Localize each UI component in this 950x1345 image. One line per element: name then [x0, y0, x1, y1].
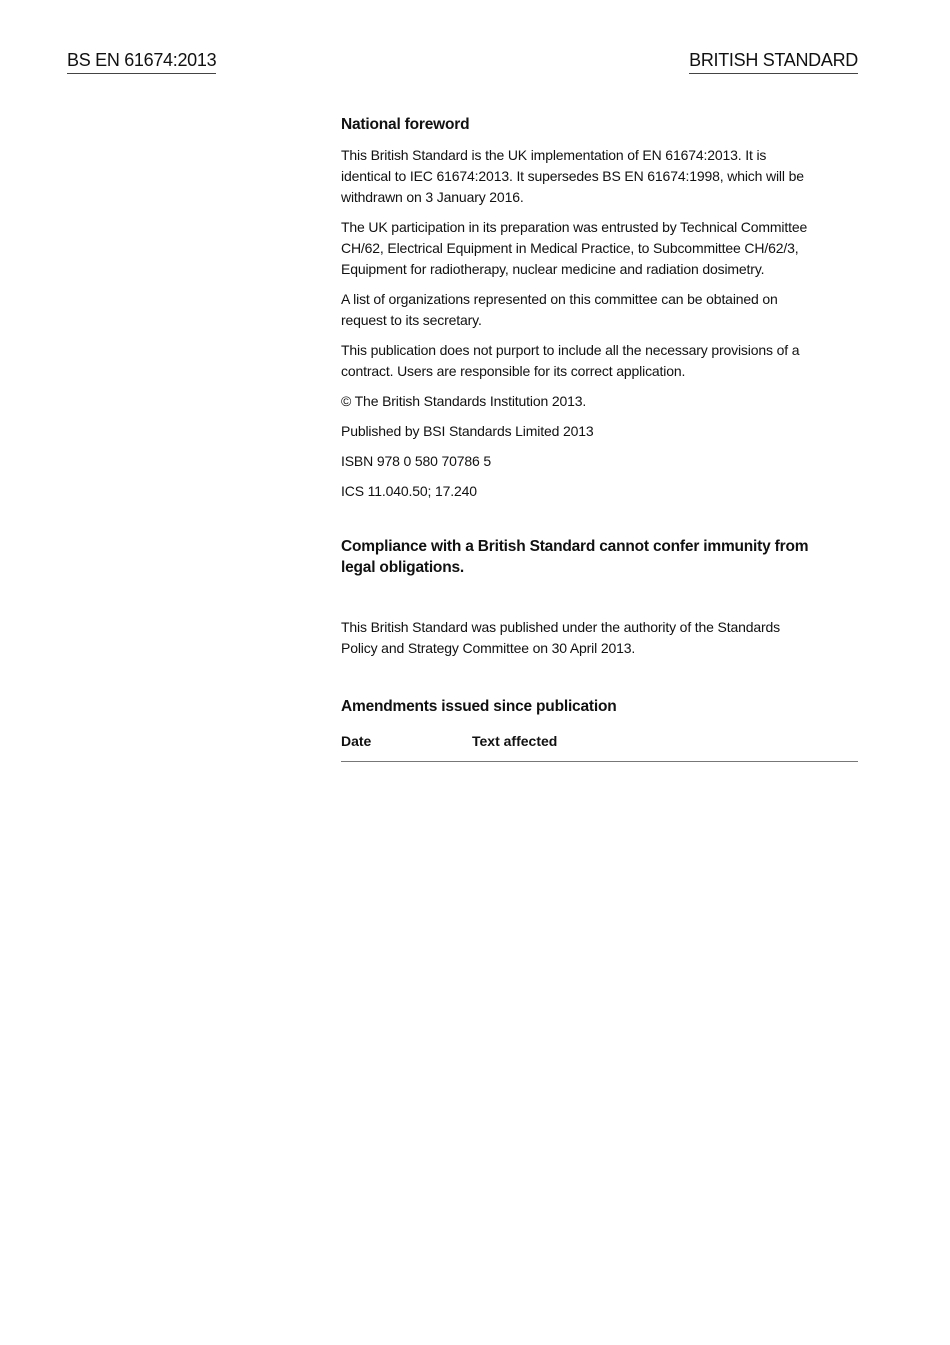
paragraph-line: © The British Standards Institution 2013. [341, 393, 587, 409]
paragraph-line: Published by BSI Standards Limited 2013 [341, 423, 594, 439]
foreword-paragraph [341, 451, 861, 472]
compliance-line: Compliance with a British Standard cannot confer immunity from [341, 538, 809, 555]
document-code: BS EN 61674:2013 [67, 49, 216, 74]
foreword-paragraph [341, 145, 861, 208]
paragraph-line: contract. Users are responsible for its correct application. [341, 363, 686, 379]
standard-label: BRITISH STANDARD [689, 49, 858, 74]
amendments-table-header [341, 731, 858, 762]
paragraph-line: request to its secretary. [341, 312, 482, 328]
foreword-paragraph [341, 217, 861, 280]
paragraph-line: identical to IEC 61674:2013. It supersedes BS EN 61674:1998, which will be [341, 168, 804, 184]
paragraph-line: ICS 11.040.50; 17.240 [341, 483, 477, 499]
paragraph-line: Equipment for radiotherapy, nuclear medicine and radiation dosimetry. [341, 261, 765, 277]
column-date: Date [341, 733, 372, 749]
compliance-notice [341, 536, 861, 578]
foreword-paragraph [341, 340, 861, 382]
paragraph-line: This publication does not purport to include all the necessary provisions of a [341, 342, 800, 358]
compliance-line: legal obligations. [341, 559, 464, 576]
foreword-paragraph [341, 421, 861, 442]
paragraph-line: withdrawn on 3 January 2016. [341, 189, 524, 205]
authority-line: This British Standard was published under the authority of the Standards [341, 619, 781, 635]
paragraph-line: This British Standard is the UK implementation of EN 61674:2013. It is [341, 147, 767, 163]
column-text-affected: Text affected [472, 733, 558, 749]
amendments-title: Amendments issued since publication [341, 698, 617, 715]
paragraph-line: The UK participation in its preparation was entrusted by Technical Committee [341, 219, 808, 235]
paragraph-line: CH/62, Electrical Equipment in Medical Practice, to Subcommittee CH/62/3, [341, 240, 799, 256]
foreword-title: National foreword [341, 116, 470, 133]
paragraph-line: A list of organizations represented on this committee can be obtained on [341, 291, 778, 307]
paragraph-line: ISBN 978 0 580 70786 5 [341, 453, 492, 469]
authority-statement [341, 617, 861, 659]
foreword-paragraph [341, 481, 861, 502]
foreword-paragraph [341, 289, 861, 331]
national-foreword [341, 114, 861, 511]
authority-line: Policy and Strategy Committee on 30 April 2013. [341, 640, 636, 656]
foreword-paragraph [341, 391, 861, 412]
